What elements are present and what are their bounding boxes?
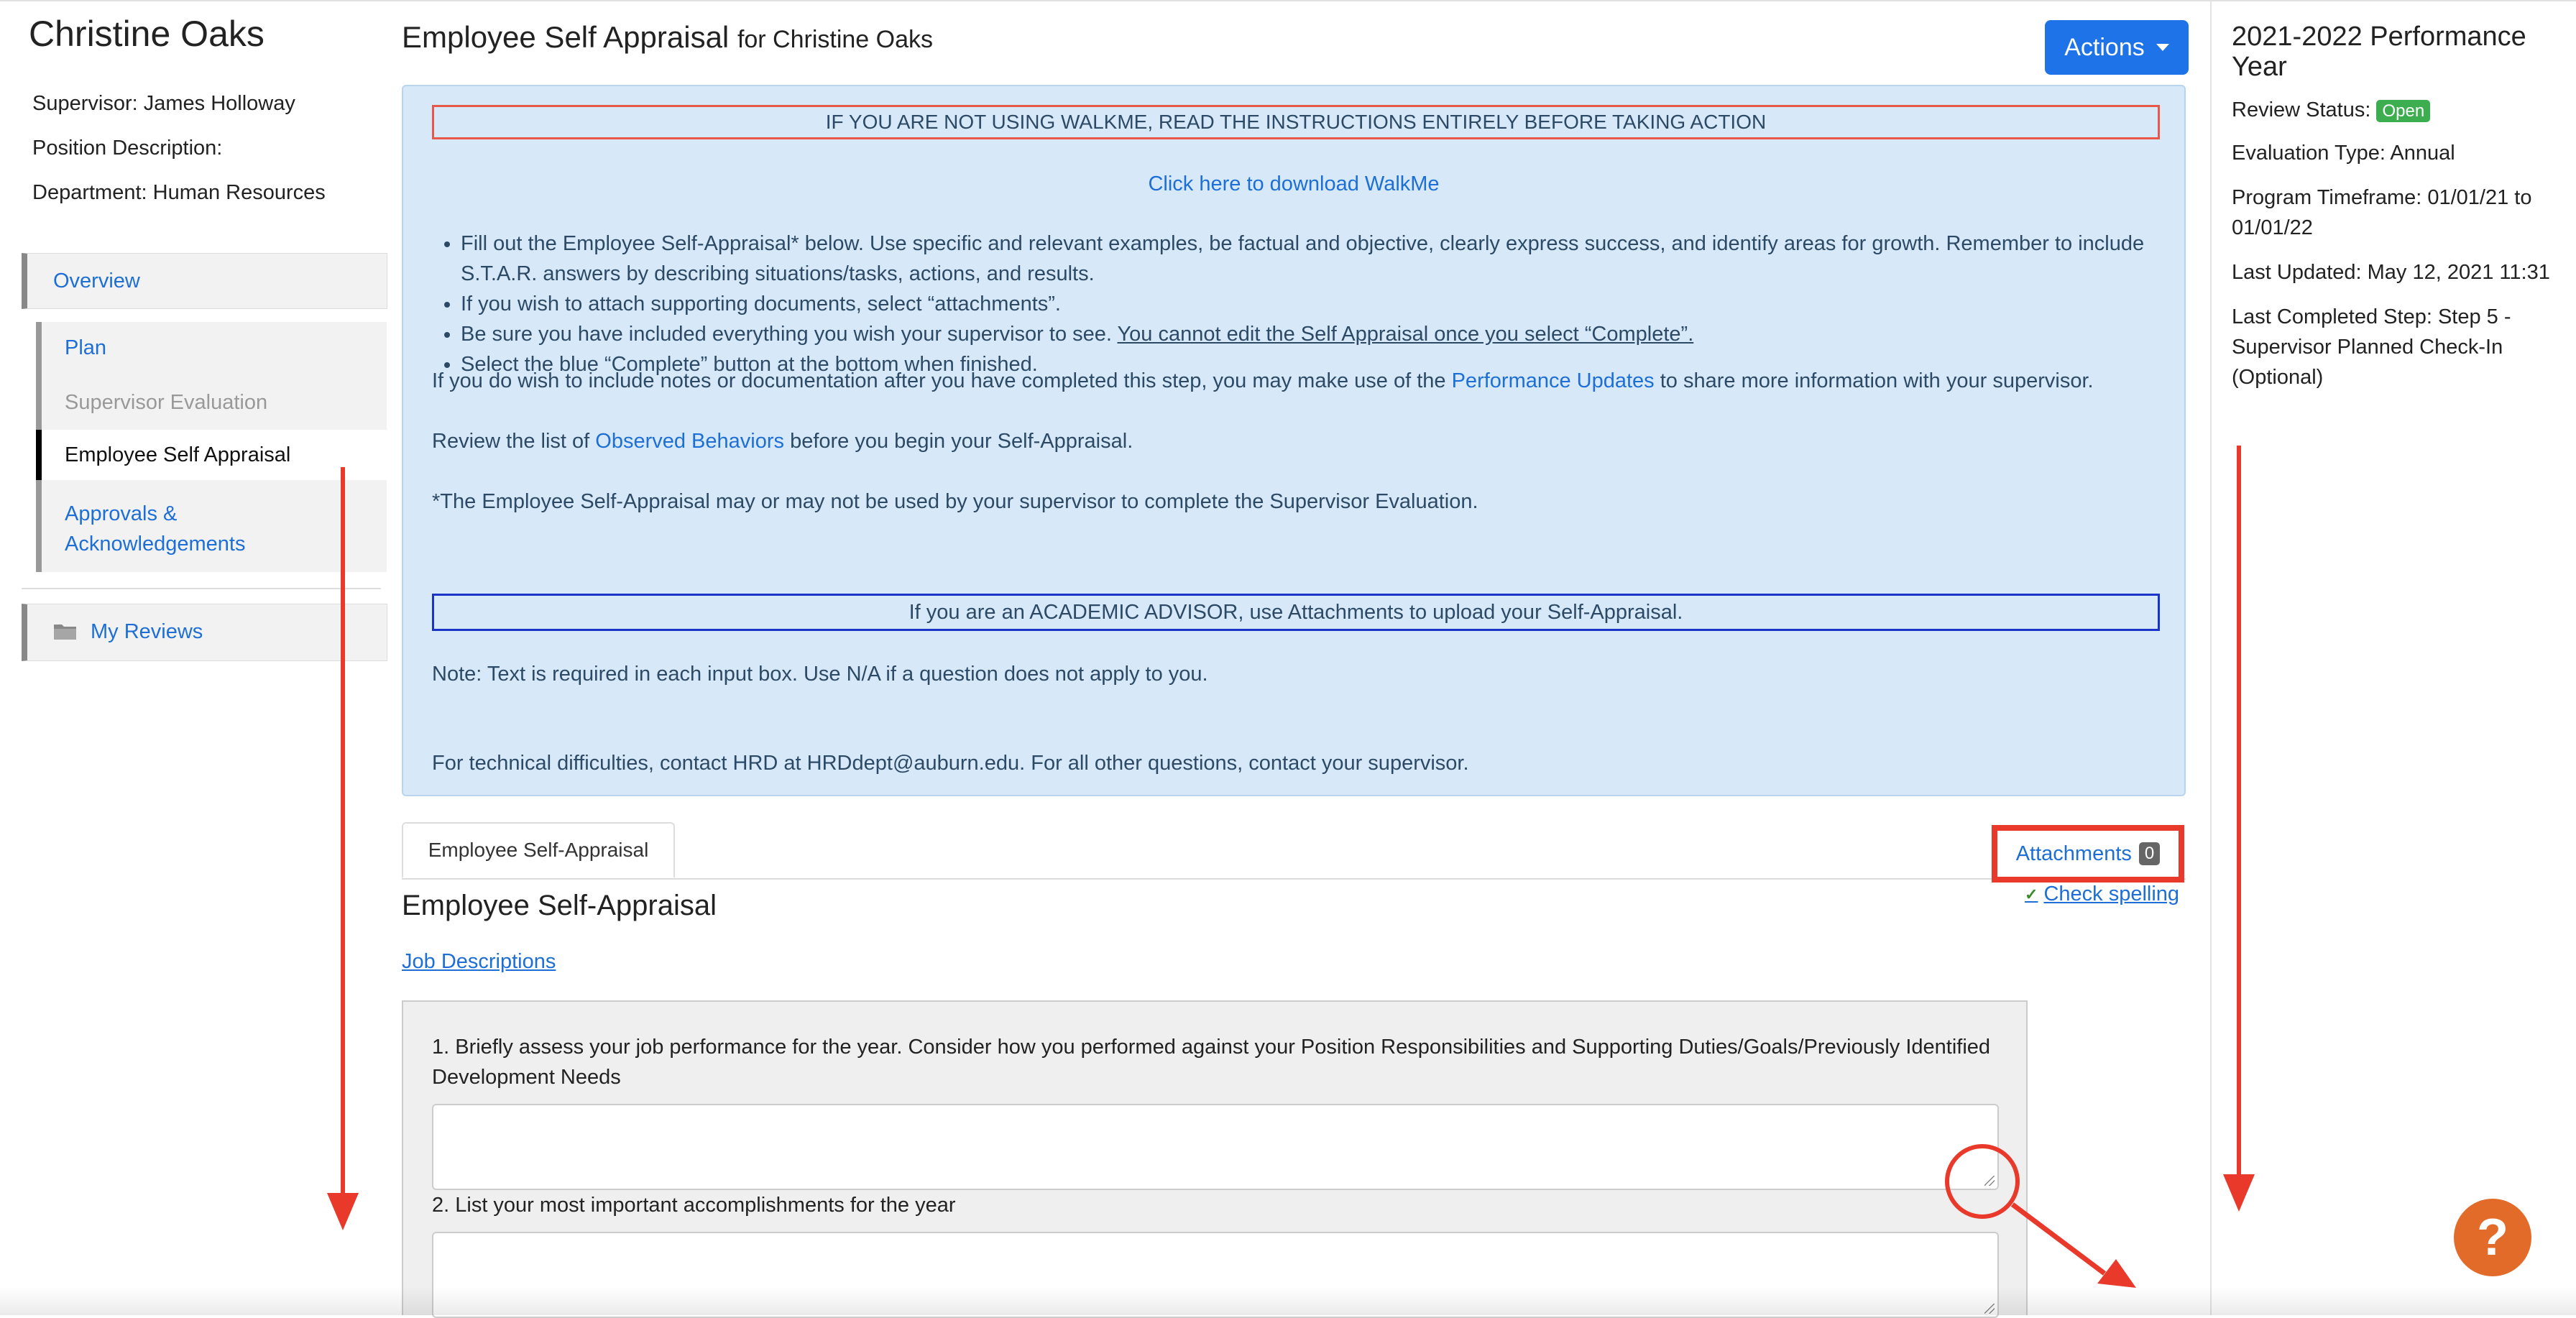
nav-overview-label[interactable]: Overview	[53, 269, 140, 292]
note-paragraph: Note: Text is required in each input box. Use N/A if a question does not apply to you.	[432, 663, 1208, 686]
academic-advisor-notice: If you are an ACADEMIC ADVISOR, use Attachments to upload your Self-Appraisal.	[432, 594, 2160, 631]
section-title: Employee Self-Appraisal	[402, 890, 717, 921]
question-2: 2. List your most important accomplishments for the year	[432, 1194, 956, 1217]
right-divider	[2210, 0, 2212, 1315]
nav-separator	[22, 588, 381, 589]
instruction-item: • If you wish to attach supporting documents, select “attachments”.	[461, 289, 2200, 319]
review-summary-panel	[2232, 0, 2562, 1315]
supervisor-text: Supervisor: James Holloway	[32, 92, 295, 115]
disclaimer-paragraph: *The Employee Self-Appraisal may or may not be used by your supervisor to complete the Supervisor Evaluation.	[432, 490, 1478, 513]
department-text: Department: Human Resources	[32, 181, 326, 204]
annotation-arrow-line	[341, 467, 345, 1207]
nav-overview[interactable]	[22, 253, 387, 309]
question-1: 1. Briefly assess your job performance for the year. Consider how you performed against your Position Responsibilities and Supporting Duties/Goals/Previously Identified Development Needs	[432, 1036, 1991, 1089]
attachments-label: Attachments	[2015, 842, 2132, 865]
notes-paragraph: If you do wish to include notes or documentation after you have completed this step, you may make use of the Performance Updates to share more information with your supervisor.	[432, 369, 2094, 392]
attachments-count-badge: 0	[2139, 842, 2160, 865]
attachments-button[interactable]	[1992, 825, 2184, 882]
tab-employee-self-appraisal[interactable]: Employee Self-Appraisal	[402, 822, 675, 878]
performance-year: 2021-2022 Performance Year	[2232, 22, 2526, 82]
page-title	[402, 20, 933, 55]
main-content	[399, 0, 2189, 1315]
question-1-textarea[interactable]	[432, 1104, 1999, 1190]
instruction-item	[461, 319, 2200, 349]
walkme-warning: IF YOU ARE NOT USING WALKME, READ THE INSTRUCTIONS ENTIRELY BEFORE TAKING ACTION	[432, 105, 2160, 139]
self-appraisal-form	[402, 1000, 2028, 1315]
instruction-item: • Select the blue “Complete” button at the bottom when finished.	[461, 349, 2200, 379]
nav-plan[interactable]: Plan	[65, 336, 107, 359]
instruction-text: Be sure you have included everything you wish your supervisor to see.	[461, 323, 1112, 346]
page-title-text: Employee Self Appraisal	[402, 20, 730, 54]
help-button[interactable]: ?	[2454, 1199, 2531, 1276]
performance-updates-link[interactable]: Performance Updates	[1451, 369, 1655, 392]
evaluation-type: Evaluation Type: Annual	[2232, 142, 2455, 165]
left-sidebar	[0, 0, 388, 1315]
position-description-text: Position Description:	[32, 137, 223, 160]
tech-support-paragraph: For technical difficulties, contact HRD at HRDdept@auburn.edu. For all other questions, contact your supervisor.	[432, 752, 1469, 775]
nav-supervisor-evaluation: Supervisor Evaluation	[65, 391, 268, 414]
actions-button[interactable]	[2045, 20, 2189, 75]
nav-my-reviews[interactable]	[22, 604, 387, 661]
last-updated: Last Updated: May 12, 2021 11:31	[2232, 261, 2550, 284]
employee-name: Christine Oaks	[29, 14, 264, 54]
actions-label: Actions	[2064, 33, 2145, 61]
tab-bar	[402, 822, 2186, 880]
folder-icon	[53, 622, 78, 640]
annotation-arrow-head-icon	[327, 1193, 359, 1230]
instruction-emphasis: You cannot edit the Self Appraisal once you select “Complete”.	[1117, 323, 1694, 346]
annotation-arrow-head-icon	[2223, 1174, 2255, 1212]
job-descriptions-link[interactable]: Job Descriptions	[402, 950, 556, 973]
nav-approvals-acknowledgements[interactable]: Approvals & Acknowledgements	[65, 502, 246, 556]
caret-down-icon	[2156, 44, 2169, 51]
instructions-panel	[402, 85, 2186, 796]
annotation-arrow-line	[2237, 446, 2241, 1179]
status-badge: Open	[2376, 100, 2430, 122]
review-steps-nav	[36, 322, 387, 572]
spellcheck-icon: ✓	[2025, 885, 2038, 903]
page-title-for: for Christine Oaks	[737, 26, 934, 53]
instruction-item: • Fill out the Employee Self-Appraisal* below. Use specific and relevant examples, be factual and objective, clearly express success, and identify areas for growth. Remember to include S.T.A.R. answers by describing situations/tasks, actions, and results.	[461, 229, 2200, 289]
program-timeframe: Program Timeframe: 01/01/21 to 01/01/22	[2232, 186, 2532, 239]
observed-behaviors-link[interactable]: Observed Behaviors	[595, 430, 785, 453]
instruction-list	[432, 229, 2200, 379]
annotation-circle	[1945, 1144, 2020, 1219]
review-status: Review Status: Open	[2232, 95, 2555, 126]
review-paragraph: Review the list of Observed Behaviors before you begin your Self-Appraisal.	[432, 430, 1133, 453]
check-spelling-label: Check spelling	[2043, 882, 2180, 905]
nav-my-reviews-label[interactable]: My Reviews	[91, 620, 203, 643]
check-spelling-link[interactable]	[2025, 882, 2179, 906]
bottom-shadow	[0, 1286, 2576, 1315]
last-completed-step: Last Completed Step: Step 5 - Supervisor Planned Check-In (Optional)	[2232, 305, 2511, 389]
download-walkme-link[interactable]: Click here to download WalkMe	[1148, 172, 1440, 195]
nav-employee-self-appraisal[interactable]: Employee Self Appraisal	[36, 430, 387, 480]
